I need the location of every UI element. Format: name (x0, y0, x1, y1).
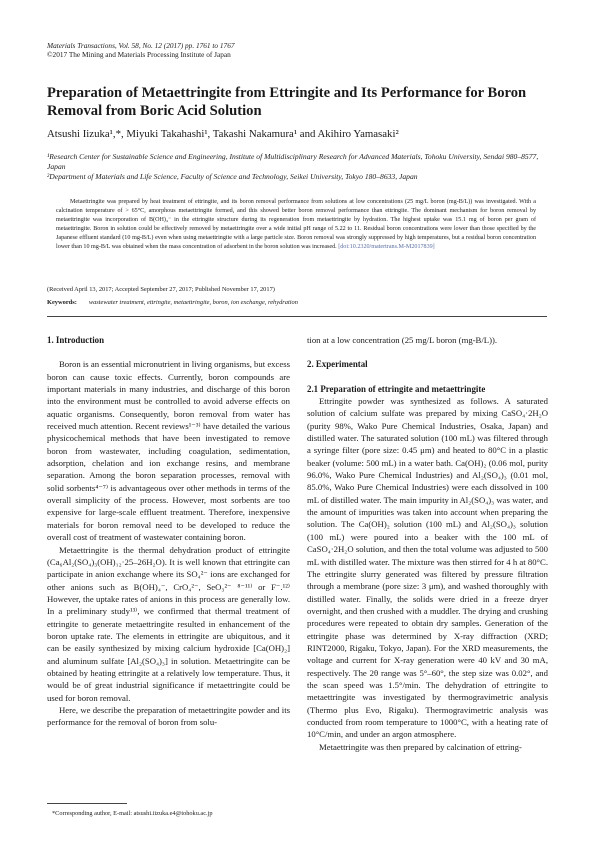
received-dates: (Received April 13, 2017; Accepted September 27, 2017; Published November 17, 2017) (47, 286, 275, 293)
affiliation-1: ¹Research Center for Sustainable Science and Engineering, Institute of Multidisciplinary Research for Advanced Materials, Tohoku University, Sendai 980–8577, Japan (47, 152, 539, 171)
journal-info (47, 41, 235, 59)
doi-link[interactable]: [doi:10.2320/matertrans.M-M2017839] (338, 244, 435, 251)
right-column (307, 334, 548, 753)
abstract (56, 198, 536, 252)
footnote: *Corresponding author, E-mail: atsushi.iizuka.e4@tohoku.ac.jp (52, 810, 213, 817)
intro-paragraph-3: Here, we describe the preparation of metaettringite powder and its performance for the removal of boron from solu- (47, 704, 290, 728)
experimental-paragraph-1: Ettringite powder was synthesized as follows. A saturated solution of calcium sulfate was prepared by mixing CaSO₄·2H₂O (purity 98%, Wako Pure Chemical Industries, Osaka, Japan) and distilled water. The saturated solution (100 mL) was filtered through a syringe filter (pore size: 0.45 μm) and heated to 80°C in a plastic beaker (volume: 500 mL) in a water bath. Ca(OH)₂ (0.06 mol, purity 96.0%, Wako Pure Chemical Industries) and Al₂(SO₄)₃ (0.01 mol, 85.0%, Wako Pure Chemical Industries) were each dissolved in 100 mL of distilled water. The main impurity in Al₂(SO₄)₃ was water, and the amount of impurities was taken into account when preparing the solution. The Ca(OH)₂ solution (100 mL) and Al₂(SO₄)₃ solution (100 mL) were poured into a beaker with the 100 mL of CaSO₄·2H₂O solution, and then the total volume was adjusted to 500 mL with distilled water. The mixture was then stirred for 4 h at 80°C. The ettringite slurry generated was filtered by pressure filtration through a membrane (pore size: 3 μm), and washed thoroughly with distilled water. Finally, the solids were dried in a freeze dryer overnight, and then crushed with a muddler. The drying and crushing procedures were repeated to obtain dry samples. Generation of the ettringite phase was determined by X-ray diffraction (XRD; RINT2000, Rigaku, Tokyo, Japan). For the XRD measurements, the voltage and current for X-ray generation were 40 kV and 30 mA, respectively. The 2θ range was 5°–60°, the step size was 0.02°, and the scan speed was 1.5°/min. The dehydration of ettringite to metaettringite was investigated by thermogravimetric analysis (Thermo plus Evo, Rigaku). Thermogravimetric analysis was conducted from room temperature to 1000°C, with a heating rate of 10°C/min, and under an argon atmosphere. (307, 396, 548, 740)
experimental-paragraph-2: Metaettringite was then prepared by calcination of ettring- (319, 741, 522, 752)
keywords (47, 299, 298, 306)
journal-citation: Materials Transactions, Vol. 58, No. 12 (2017) pp. 1761 to 1767 (47, 41, 235, 50)
divider-rule (47, 316, 547, 317)
affiliation-2: ²Department of Materials and Life Science, Faculty of Science and Technology, Seikei University, Tokyo 180–8633, Japan (47, 172, 418, 181)
section-heading-experimental: 2. Experimental (307, 359, 368, 370)
abstract-text: Metaettringite was prepared by heat treatment of ettringite, and its boron removal performance from solutions at low concentrations (25 mg/L boron (mg-B/L)) was investigated. With a calcination temperature of > 65°C, amorphous metaettringite formed, and this showed better boron removal performance than ettringite. The dominant mechanism for boron removal by metaettringite was incorporation of B(OH)₄⁻ in the ettringite structure during its regeneration from metaettringite by hydration. The highest uptake was 15.1 mg of boron per gram of metaettringite. Boron in solution could be effectively removed by metaettringite over a wide initial pH range of 5.22 to 11. Residual boron concentrations were lower than those specified by the Japanese effluent standard (10 mg-B/L) even when using metaettringite with a large particle size. Boron removal was strongly suppressed by high temperatures, but a residual boron concentration lower than 10 mg-B/L was obtained when the mass concentration of adsorbent in the boron solution was increased. (56, 199, 536, 251)
author-list: Atsushi Iizuka¹,*, Miyuki Takahashi¹, Takashi Nakamura¹ and Akihiro Yamasaki² (47, 128, 399, 140)
section-heading-introduction: 1. Introduction (47, 335, 105, 345)
keywords-list: wastewater treatment, ettringite, metaettringite, boron, ion exchange, rehydration (88, 299, 298, 306)
intro-paragraph-1: Boron is an essential micronutrient in living organisms, but excess boron can cause toxic effects. Currently, boron compounds are important materials in many industries, and discharge of this boron into the environment must be controlled to avoid adverse effects on aquatic organisms. Consequently, boron removal from water has received much attention. Recent reviews¹⁻³⁾ have detailed the various physicochemical methods that have been investigated to remove boron from wastewater, including coagulation, sedimentation, adsorption, chelation and ion exchange resins, and membrane separation. Among the boron separation processes, removal with solid sorbents⁴⁻⁷⁾ is advantageous over other methods in terms of the overall simplicity of the process. However, most sorbents are too expensive for large-scale effluent treatment. Therefore, inexpensive materials for boron removal need to be developed to reduce the overall cost of treatment of wastewater containing boron. (47, 359, 290, 543)
left-column (47, 334, 290, 729)
intro-continuation: tion at a low concentration (25 mg/L boron (mg-B/L)). (307, 335, 498, 345)
intro-paragraph-2: Metaettringite is the thermal dehydration product of ettringite (Ca₆Al₂(SO₄)₃(OH)₁₂·25–26H₂O). It is well known that ettringite can participate in anion exchange where its SO₄²⁻ ions are exchanged for other anions such as B(OH)₄⁻, CrO₄²⁻, SeO₃²⁻ ⁸⁻¹¹⁾ or F⁻.¹²⁾ However, the uptake rates of anions in this process are generally low. In a preliminary study¹³⁾, we confirmed that thermal treatment of ettringite to generate metaettringite resulted in enhancement of the boron uptake rate. The elements in ettringite are ubiquitous, and it can be easily synthesized by mixing calcium hydroxide [Ca(OH)₂] and aluminum sulfate [Al₂(SO₄)₃] in solution. Metaettringite can be obtained by heating ettringite at a relatively low temperature. Thus, it would be of great industrial significance if metaettringite could be used for boron removal. (47, 544, 290, 703)
journal-copyright: ©2017 The Mining and Materials Processing Institute of Japan (47, 50, 231, 59)
keywords-label: Keywords: (47, 299, 77, 306)
paper-title: Preparation of Metaettringite from Ettringite and Its Performance for Boron Removal from Boric Acid Solution (47, 85, 527, 119)
footnote-rule (47, 803, 127, 804)
subsection-heading: 2.1 Preparation of ettringite and metaettringite (307, 383, 486, 394)
